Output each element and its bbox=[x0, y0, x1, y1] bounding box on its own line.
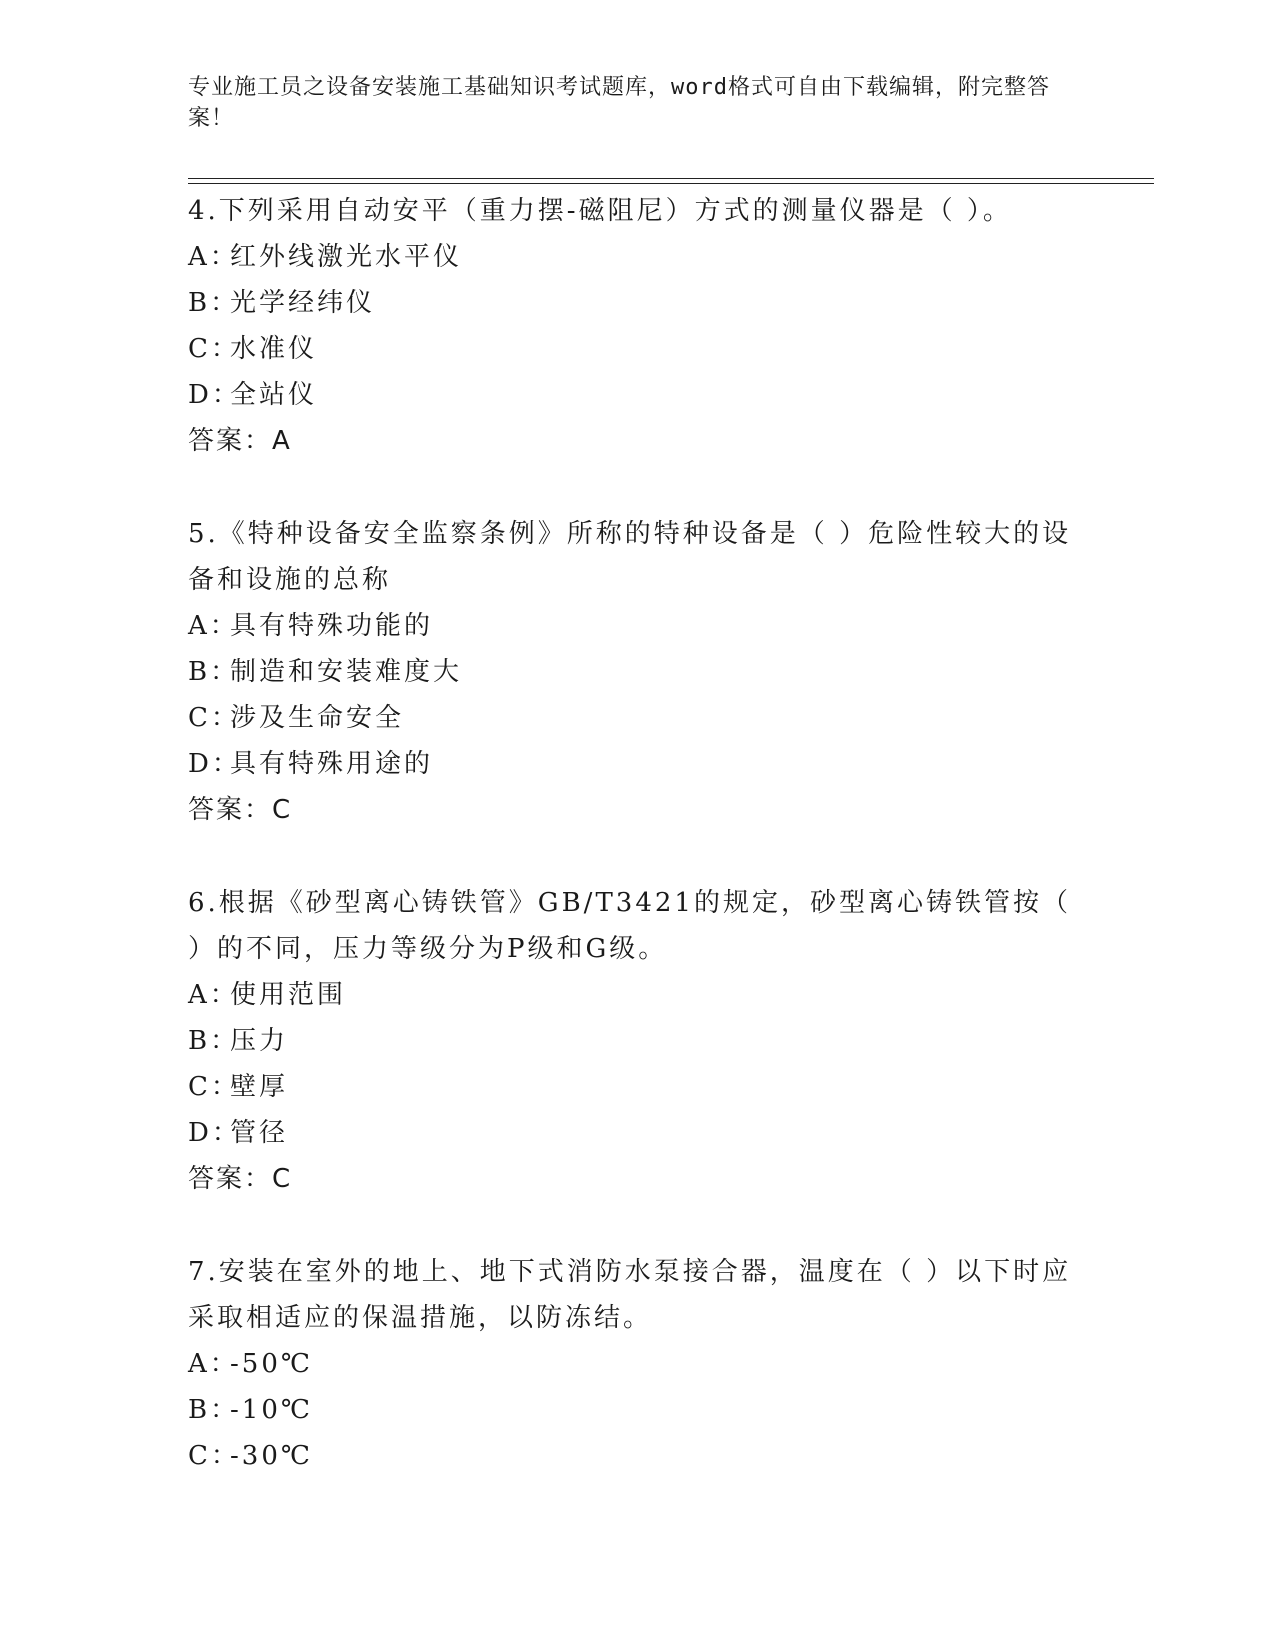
option-text: -10℃ bbox=[230, 1395, 313, 1425]
option-text: 具有特殊功能的 bbox=[230, 611, 434, 641]
option-letter: A： bbox=[188, 242, 239, 272]
option-text: 使用范围 bbox=[230, 980, 347, 1010]
option-text: -30℃ bbox=[230, 1441, 313, 1471]
option-letter: B： bbox=[188, 1026, 240, 1056]
document-header: 专业施工员之设备安装施工基础知识考试题库，word格式可自由下载编辑，附完整答案！ bbox=[188, 75, 1050, 131]
option-b bbox=[188, 1387, 1088, 1433]
option-letter: C： bbox=[188, 334, 240, 364]
option-text: 涉及生命安全 bbox=[230, 703, 405, 733]
question-list bbox=[188, 188, 1088, 1526]
option-b bbox=[188, 649, 1088, 695]
option-letter: B： bbox=[188, 657, 240, 687]
option-letter: D： bbox=[188, 380, 241, 410]
question-stem: 6.根据《砂型离心铸铁管》GB/T3421的规定，砂型离心铸铁管按（ ）的不同，压力等级分为P级和G级。 bbox=[188, 888, 1071, 964]
option-letter: A： bbox=[188, 611, 239, 641]
question-item bbox=[188, 1249, 1088, 1479]
option-text: 红外线激光水平仪 bbox=[230, 242, 463, 272]
option-letter: C： bbox=[188, 1441, 240, 1471]
question-stem: 7.安装在室外的地上、地下式消防水泵接合器，温度在（ ）以下时应采取相适应的保温措施，以防冻结。 bbox=[188, 1257, 1072, 1333]
header-divider-bottom bbox=[188, 183, 1154, 184]
option-d bbox=[188, 741, 1088, 787]
option-letter: D： bbox=[188, 749, 241, 779]
question-item bbox=[188, 880, 1088, 1202]
option-text: -50℃ bbox=[230, 1349, 313, 1379]
answer-line: 答案：A bbox=[188, 426, 292, 456]
question-item bbox=[188, 188, 1088, 464]
option-letter: B： bbox=[188, 288, 240, 318]
header-divider-top bbox=[188, 178, 1154, 179]
question-stem: 4.下列采用自动安平（重力摆-磁阻尼）方式的测量仪器是（ ）。 bbox=[188, 196, 1012, 226]
option-text: 具有特殊用途的 bbox=[230, 749, 434, 779]
option-letter: D： bbox=[188, 1118, 241, 1148]
option-c bbox=[188, 695, 1088, 741]
option-text: 壁厚 bbox=[230, 1072, 289, 1102]
answer-line: 答案：C bbox=[188, 795, 293, 825]
option-c bbox=[188, 326, 1088, 372]
option-a bbox=[188, 603, 1088, 649]
option-letter: A： bbox=[188, 980, 239, 1010]
answer-line: 答案：C bbox=[188, 1164, 293, 1194]
option-letter: A： bbox=[188, 1349, 239, 1379]
option-text: 制造和安装难度大 bbox=[230, 657, 463, 687]
option-b bbox=[188, 280, 1088, 326]
question-stem: 5.《特种设备安全监察条例》所称的特种设备是（ ）危险性较大的设备和设施的总称 bbox=[188, 519, 1072, 595]
option-b bbox=[188, 1018, 1088, 1064]
option-text: 管径 bbox=[230, 1118, 289, 1148]
option-a bbox=[188, 1341, 1088, 1387]
option-text: 压力 bbox=[230, 1026, 289, 1056]
option-d bbox=[188, 372, 1088, 418]
option-c bbox=[188, 1064, 1088, 1110]
question-item bbox=[188, 511, 1088, 833]
option-d bbox=[188, 1110, 1088, 1156]
option-text: 光学经纬仪 bbox=[230, 288, 376, 318]
option-a bbox=[188, 234, 1088, 280]
option-letter: C： bbox=[188, 1072, 240, 1102]
option-a bbox=[188, 972, 1088, 1018]
option-text: 全站仪 bbox=[230, 380, 318, 410]
option-c bbox=[188, 1433, 1088, 1479]
option-letter: C： bbox=[188, 703, 240, 733]
option-letter: B： bbox=[188, 1395, 240, 1425]
option-text: 水准仪 bbox=[230, 334, 318, 364]
